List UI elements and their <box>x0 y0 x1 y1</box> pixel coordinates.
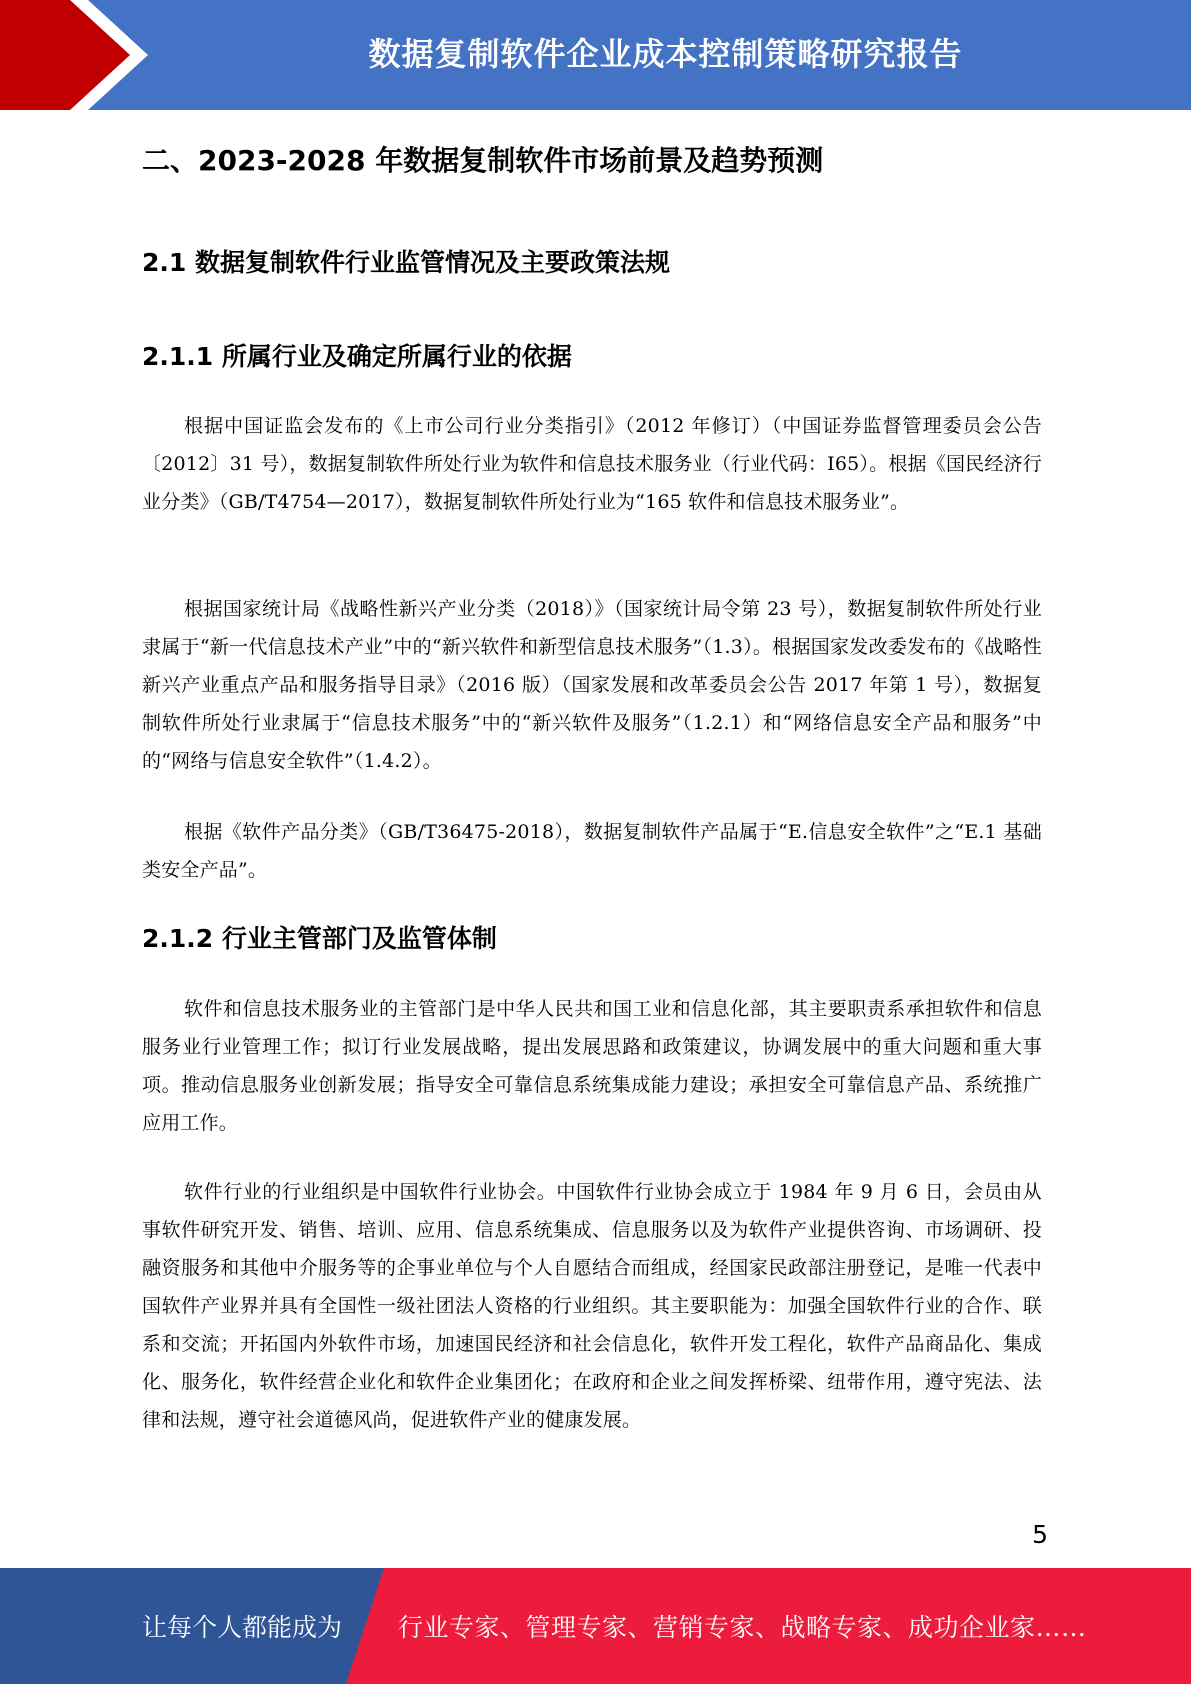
paragraph: 根据中国证监会发布的《上市公司行业分类指引》（2012 年修订）（中国证券监督管理委员会公告〔2012〕31 号），数据复制软件所处行业为软件和信息技术服务业（行业代码：I65）。根据《国民经济行业分类》（GB/T4754—2017），数据复制软件所处行业为“165 软件和信息技术服务业”。 <box>142 415 1042 513</box>
footer-slogan-right: 行业专家、管理专家、营销专家、战略专家、成功企业家…… <box>398 1613 1087 1642</box>
paragraph: 根据国家统计局《战略性新兴产业分类（2018）》（国家统计局令第 23 号），数据复制软件所处行业隶属于“新一代信息技术产业”中的“新兴软件和新型信息技术服务”（1.3）。根据国家发改委发布的《战略性新兴产业重点产品和服务指导目录》（2016 版）（国家发展和改革委员会公告 2017 年第 1 号），数据复制软件所处行业隶属于“信息技术服务”中的“新兴软件及服务”（1.2.1）和“网络信息安全产品和服务”中的“网络与信息安全软件”（1.4.2）。 <box>142 598 1042 772</box>
page-header <box>0 0 1191 110</box>
page-footer <box>0 1568 1191 1684</box>
header-arrow-icon <box>0 0 130 110</box>
footer-slogan-left: 让每个人都能成为 <box>142 1613 343 1642</box>
header-title: 数据复制软件企业成本控制策略研究报告 <box>368 35 963 73</box>
sub-heading-2-1-1: 2.1.1 所属行业及确定所属行业的依据 <box>142 342 572 371</box>
page-number: 5 <box>1032 1520 1048 1549</box>
paragraph: 根据《软件产品分类》（GB/T36475-2018），数据复制软件产品属于“E.信息安全软件”之“E.1 基础类安全产品”。 <box>142 821 1042 881</box>
paragraph: 软件和信息技术服务业的主管部门是中华人民共和国工业和信息化部，其主要职责系承担软件和信息服务业行业管理工作；拟订行业发展战略，提出发展思路和政策建议，协调发展中的重大问题和重大事项。推动信息服务业创新发展；指导安全可靠信息系统集成能力建设；承担安全可靠信息产品、系统推广应用工作。 <box>142 998 1042 1134</box>
subsection-title: 2.1 数据复制软件行业监管情况及主要政策法规 <box>142 248 670 277</box>
section-title: 二、2023-2028 年数据复制软件市场前景及趋势预测 <box>142 144 824 177</box>
paragraph: 软件行业的行业组织是中国软件行业协会。中国软件行业协会成立于 1984 年 9 月 6 日，会员由从事软件研究开发、销售、培训、应用、信息系统集成、信息服务以及为软件产业提供咨询、市场调研、投融资服务和其他中介服务等的企事业单位与个人自愿结合而组成，经国家民政部注册登记，是唯一代表中国软件产业界并具有全国性一级社团法人资格的行业组织。其主要职能为：加强全国软件行业的合作、联系和交流；开拓国内外软件市场，加速国民经济和社会信息化，软件开发工程化，软件产品商品化、集成化、服务化，软件经营企业化和软件企业集团化；在政府和企业之间发挥桥梁、纽带作用，遵守宪法、法律和法规，遵守社会道德风尚，促进软件产业的健康发展。 <box>142 1181 1042 1431</box>
sub-heading-2-1-2: 2.1.2 行业主管部门及监管体制 <box>142 924 497 953</box>
